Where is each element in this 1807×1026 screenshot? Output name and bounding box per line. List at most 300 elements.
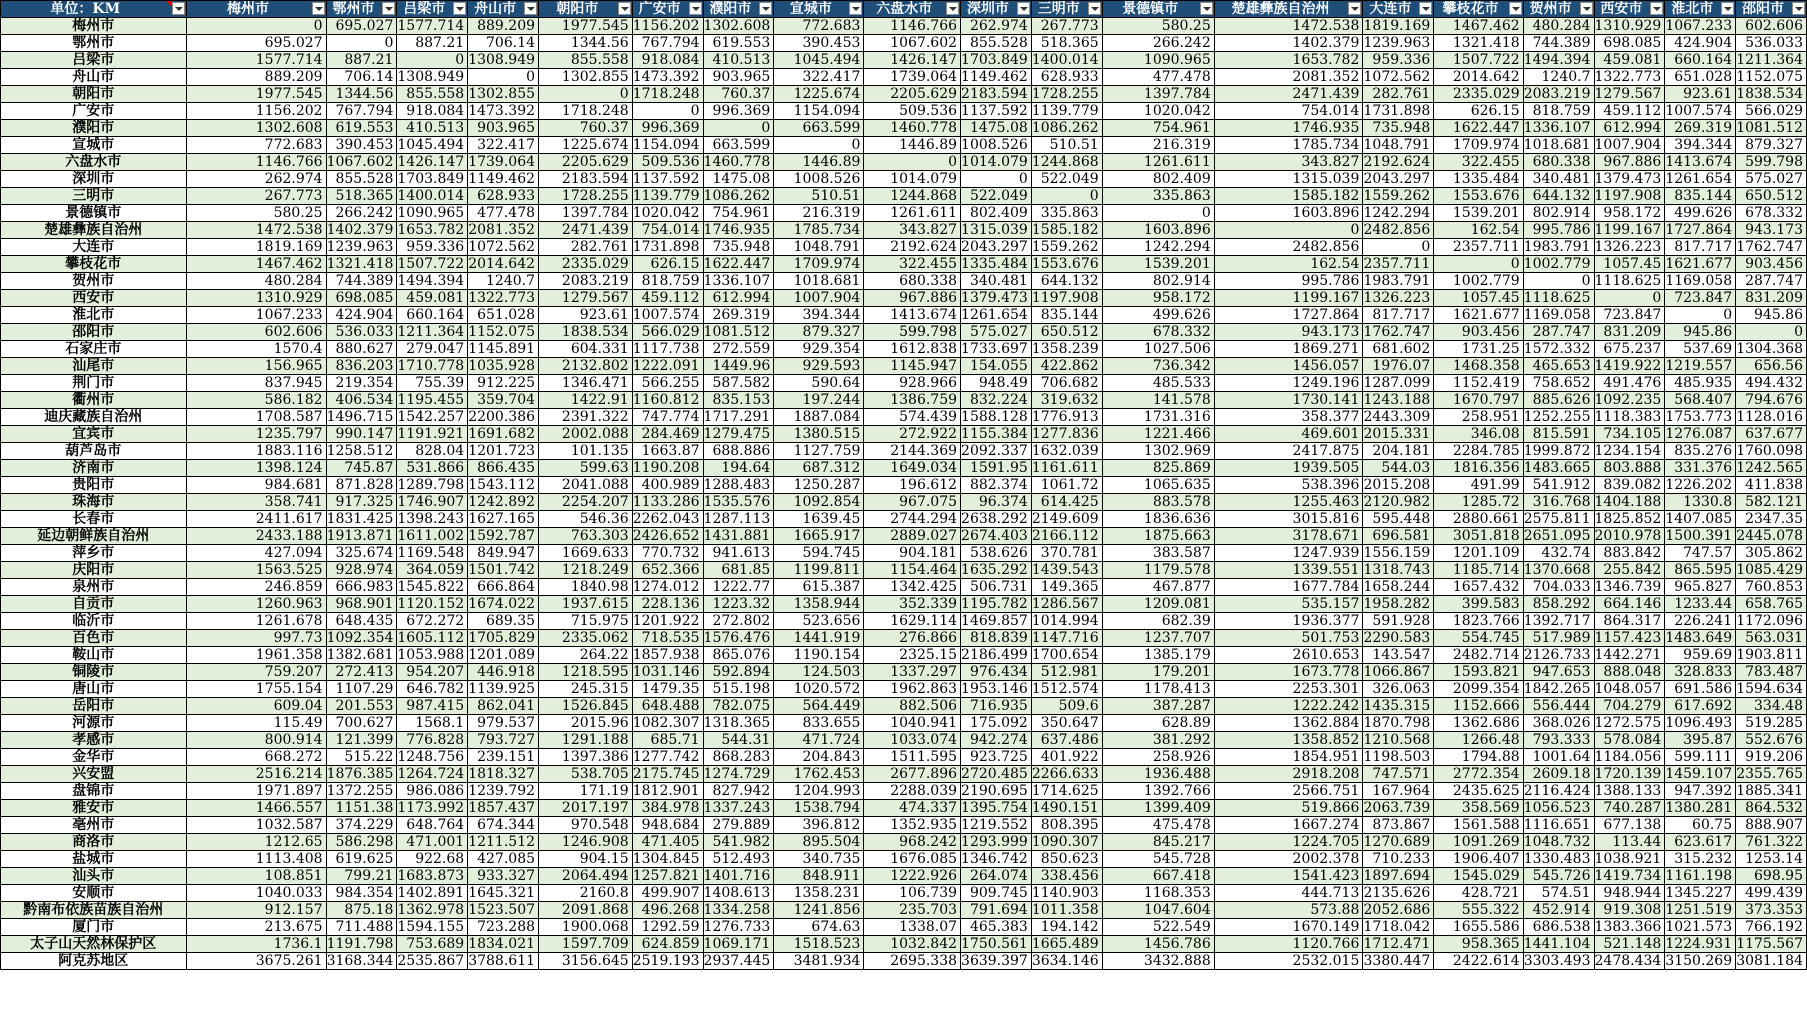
distance-cell[interactable]: 1398.124 bbox=[186, 460, 326, 477]
distance-cell[interactable]: 619.625 bbox=[326, 851, 397, 868]
distance-cell[interactable]: 1392.766 bbox=[1102, 783, 1214, 800]
distance-cell[interactable]: 734.105 bbox=[1594, 426, 1665, 443]
distance-cell[interactable]: 855.528 bbox=[326, 171, 397, 188]
distance-cell[interactable]: 1069.171 bbox=[703, 936, 774, 953]
distance-cell[interactable]: 1705.829 bbox=[468, 630, 539, 647]
distance-cell[interactable]: 1622.447 bbox=[1434, 120, 1523, 137]
distance-cell[interactable]: 580.25 bbox=[186, 205, 326, 222]
distance-cell[interactable]: 2435.625 bbox=[1434, 783, 1523, 800]
distance-cell[interactable]: 171.19 bbox=[539, 783, 633, 800]
distance-cell[interactable]: 1501.742 bbox=[468, 562, 539, 579]
distance-cell[interactable]: 2002.378 bbox=[1214, 851, 1363, 868]
distance-cell[interactable]: 888.907 bbox=[1736, 817, 1807, 834]
distance-cell[interactable]: 1838.534 bbox=[1736, 86, 1807, 103]
distance-cell[interactable]: 1253.14 bbox=[1736, 851, 1807, 868]
distance-cell[interactable]: 266.242 bbox=[326, 205, 397, 222]
distance-cell[interactable]: 1292.59 bbox=[632, 919, 703, 936]
distance-cell[interactable]: 204.181 bbox=[1363, 443, 1434, 460]
row-header-cell[interactable]: 盘锦市 bbox=[1, 783, 187, 800]
distance-cell[interactable]: 1065.635 bbox=[1102, 477, 1214, 494]
distance-cell[interactable]: 469.601 bbox=[1214, 426, 1363, 443]
distance-cell[interactable]: 266.242 bbox=[1102, 35, 1214, 52]
distance-cell[interactable]: 269.319 bbox=[1665, 120, 1736, 137]
distance-cell[interactable]: 1568.1 bbox=[397, 715, 468, 732]
distance-cell[interactable]: 658.765 bbox=[1736, 596, 1807, 613]
distance-cell[interactable]: 1559.262 bbox=[1363, 188, 1434, 205]
distance-cell[interactable]: 1442.271 bbox=[1594, 647, 1665, 664]
distance-cell[interactable]: 855.528 bbox=[961, 35, 1032, 52]
distance-cell[interactable]: 1658.244 bbox=[1363, 579, 1434, 596]
distance-cell[interactable]: 262.974 bbox=[961, 18, 1032, 35]
distance-cell[interactable]: 401.922 bbox=[1031, 749, 1102, 766]
distance-cell[interactable]: 1362.884 bbox=[1214, 715, 1363, 732]
distance-cell[interactable]: 491.476 bbox=[1594, 375, 1665, 392]
distance-cell[interactable]: 226.241 bbox=[1665, 613, 1736, 630]
distance-cell[interactable]: 928.974 bbox=[326, 562, 397, 579]
distance-cell[interactable]: 501.753 bbox=[1214, 630, 1363, 647]
distance-cell[interactable]: 1383.366 bbox=[1594, 919, 1665, 936]
distance-cell[interactable]: 1308.949 bbox=[468, 52, 539, 69]
distance-cell[interactable]: 1456.057 bbox=[1214, 358, 1363, 375]
distance-cell[interactable]: 258.926 bbox=[1102, 749, 1214, 766]
distance-cell[interactable]: 1179.578 bbox=[1102, 562, 1214, 579]
distance-cell[interactable]: 1869.271 bbox=[1214, 341, 1363, 358]
distance-cell[interactable]: 1362.686 bbox=[1434, 715, 1523, 732]
row-header-cell[interactable]: 自贡市 bbox=[1, 596, 187, 613]
distance-cell[interactable]: 334.48 bbox=[1736, 698, 1807, 715]
distance-cell[interactable]: 1090.307 bbox=[1031, 834, 1102, 851]
distance-cell[interactable]: 651.028 bbox=[468, 307, 539, 324]
distance-cell[interactable]: 1198.503 bbox=[1363, 749, 1434, 766]
distance-cell[interactable]: 2200.386 bbox=[468, 409, 539, 426]
distance-cell[interactable]: 0 bbox=[1665, 307, 1736, 324]
row-header-cell[interactable]: 攀枝花市 bbox=[1, 256, 187, 273]
distance-cell[interactable]: 945.86 bbox=[1665, 324, 1736, 341]
distance-cell[interactable]: 566.029 bbox=[632, 324, 703, 341]
distance-cell[interactable]: 663.599 bbox=[774, 120, 864, 137]
distance-cell[interactable]: 1494.394 bbox=[1523, 52, 1594, 69]
distance-cell[interactable]: 1225.674 bbox=[539, 137, 633, 154]
distance-cell[interactable]: 1302.855 bbox=[468, 86, 539, 103]
distance-cell[interactable]: 1718.248 bbox=[539, 103, 633, 120]
distance-cell[interactable]: 1244.868 bbox=[864, 188, 961, 205]
distance-cell[interactable]: 678.332 bbox=[1102, 324, 1214, 341]
distance-cell[interactable]: 591.928 bbox=[1363, 613, 1434, 630]
distance-cell[interactable]: 541.982 bbox=[703, 834, 774, 851]
distance-cell[interactable]: 1184.056 bbox=[1594, 749, 1665, 766]
distance-cell[interactable]: 1887.084 bbox=[774, 409, 864, 426]
distance-cell[interactable]: 648.488 bbox=[632, 698, 703, 715]
distance-cell[interactable]: 545.726 bbox=[1523, 868, 1594, 885]
distance-cell[interactable]: 967.886 bbox=[864, 290, 961, 307]
distance-cell[interactable]: 1401.716 bbox=[703, 868, 774, 885]
distance-cell[interactable]: 1146.766 bbox=[186, 154, 326, 171]
distance-cell[interactable]: 1337.243 bbox=[703, 800, 774, 817]
distance-cell[interactable]: 204.843 bbox=[774, 749, 864, 766]
distance-cell[interactable]: 1014.994 bbox=[1031, 613, 1102, 630]
distance-cell[interactable]: 1913.871 bbox=[326, 528, 397, 545]
distance-cell[interactable]: 1007.574 bbox=[1665, 103, 1736, 120]
distance-cell[interactable]: 802.409 bbox=[1102, 171, 1214, 188]
column-header[interactable] bbox=[1523, 1, 1594, 18]
distance-cell[interactable]: 648.764 bbox=[397, 817, 468, 834]
distance-cell[interactable]: 1446.89 bbox=[774, 154, 864, 171]
distance-cell[interactable]: 167.964 bbox=[1363, 783, 1434, 800]
distance-cell[interactable]: 933.327 bbox=[468, 868, 539, 885]
distance-cell[interactable]: 1117.738 bbox=[632, 341, 703, 358]
distance-cell[interactable]: 3675.261 bbox=[186, 953, 326, 970]
distance-cell[interactable]: 1953.146 bbox=[961, 681, 1032, 698]
distance-cell[interactable]: 723.847 bbox=[1665, 290, 1736, 307]
distance-cell[interactable]: 1149.462 bbox=[468, 171, 539, 188]
distance-cell[interactable]: 1113.408 bbox=[186, 851, 326, 868]
distance-cell[interactable]: 522.049 bbox=[961, 188, 1032, 205]
distance-cell[interactable]: 1279.567 bbox=[1594, 86, 1665, 103]
distance-cell[interactable]: 201.553 bbox=[326, 698, 397, 715]
distance-cell[interactable]: 1422.91 bbox=[539, 392, 633, 409]
distance-cell[interactable]: 2205.629 bbox=[864, 86, 961, 103]
distance-cell[interactable]: 2254.207 bbox=[539, 494, 633, 511]
distance-cell[interactable]: 175.092 bbox=[961, 715, 1032, 732]
distance-cell[interactable]: 1038.921 bbox=[1594, 851, 1665, 868]
distance-cell[interactable]: 1086.262 bbox=[703, 188, 774, 205]
distance-cell[interactable]: 2610.653 bbox=[1214, 647, 1363, 664]
distance-cell[interactable]: 2535.867 bbox=[397, 953, 468, 970]
distance-cell[interactable]: 710.233 bbox=[1363, 851, 1434, 868]
distance-cell[interactable]: 1342.425 bbox=[864, 579, 961, 596]
distance-cell[interactable]: 2290.583 bbox=[1363, 630, 1434, 647]
distance-cell[interactable]: 688.886 bbox=[703, 443, 774, 460]
distance-cell[interactable]: 1397.784 bbox=[539, 205, 633, 222]
distance-cell[interactable]: 1178.413 bbox=[1102, 681, 1214, 698]
distance-cell[interactable]: 1605.112 bbox=[397, 630, 468, 647]
distance-cell[interactable]: 995.786 bbox=[1214, 273, 1363, 290]
distance-cell[interactable]: 660.164 bbox=[1665, 52, 1736, 69]
distance-cell[interactable]: 1149.462 bbox=[961, 69, 1032, 86]
distance-cell[interactable]: 1906.407 bbox=[1434, 851, 1523, 868]
column-header[interactable] bbox=[1102, 1, 1214, 18]
distance-cell[interactable]: 1081.512 bbox=[1736, 120, 1807, 137]
distance-cell[interactable]: 1118.625 bbox=[1594, 273, 1665, 290]
distance-cell[interactable]: 2015.208 bbox=[1363, 477, 1434, 494]
distance-cell[interactable]: 255.842 bbox=[1594, 562, 1665, 579]
filter-dropdown-icon[interactable] bbox=[1200, 2, 1213, 15]
distance-cell[interactable]: 849.947 bbox=[468, 545, 539, 562]
distance-cell[interactable]: 984.681 bbox=[186, 477, 326, 494]
distance-cell[interactable]: 519.866 bbox=[1214, 800, 1363, 817]
distance-cell[interactable]: 194.64 bbox=[703, 460, 774, 477]
distance-cell[interactable]: 1242.892 bbox=[468, 494, 539, 511]
distance-cell[interactable]: 943.173 bbox=[1214, 324, 1363, 341]
distance-cell[interactable]: 154.055 bbox=[961, 358, 1032, 375]
distance-cell[interactable]: 695.027 bbox=[186, 35, 326, 52]
distance-cell[interactable]: 1836.636 bbox=[1102, 511, 1214, 528]
distance-cell[interactable]: 754.014 bbox=[632, 222, 703, 239]
distance-cell[interactable]: 802.914 bbox=[1523, 205, 1594, 222]
distance-cell[interactable]: 592.894 bbox=[703, 664, 774, 681]
distance-cell[interactable]: 3081.184 bbox=[1736, 953, 1807, 970]
distance-cell[interactable]: 1321.418 bbox=[326, 256, 397, 273]
distance-cell[interactable]: 652.366 bbox=[632, 562, 703, 579]
distance-cell[interactable]: 509.536 bbox=[632, 154, 703, 171]
distance-cell[interactable]: 883.842 bbox=[1594, 545, 1665, 562]
distance-cell[interactable]: 2532.015 bbox=[1214, 953, 1363, 970]
distance-cell[interactable]: 459.112 bbox=[1594, 103, 1665, 120]
distance-cell[interactable]: 2720.485 bbox=[961, 766, 1032, 783]
distance-cell[interactable]: 912.225 bbox=[468, 375, 539, 392]
distance-cell[interactable]: 1152.666 bbox=[1434, 698, 1523, 715]
distance-cell[interactable]: 1304.368 bbox=[1736, 341, 1807, 358]
distance-cell[interactable]: 1161.611 bbox=[1031, 460, 1102, 477]
distance-cell[interactable]: 1512.574 bbox=[1031, 681, 1102, 698]
distance-cell[interactable]: 2471.439 bbox=[1214, 86, 1363, 103]
distance-cell[interactable]: 802.409 bbox=[961, 205, 1032, 222]
column-header[interactable] bbox=[397, 1, 468, 18]
distance-cell[interactable]: 1511.595 bbox=[864, 749, 961, 766]
distance-cell[interactable]: 387.287 bbox=[1102, 698, 1214, 715]
unit-header-cell[interactable] bbox=[1, 1, 187, 18]
distance-cell[interactable]: 1139.779 bbox=[1031, 103, 1102, 120]
row-header-cell[interactable]: 楚雄彝族自治州 bbox=[1, 222, 187, 239]
row-header-cell[interactable]: 阿克苏地区 bbox=[1, 953, 187, 970]
distance-cell[interactable]: 282.761 bbox=[539, 239, 633, 256]
distance-cell[interactable]: 381.292 bbox=[1102, 732, 1214, 749]
distance-cell[interactable]: 566.029 bbox=[1736, 103, 1807, 120]
row-header-cell[interactable]: 庆阳市 bbox=[1, 562, 187, 579]
distance-cell[interactable]: 2092.337 bbox=[961, 443, 1032, 460]
distance-cell[interactable]: 1199.811 bbox=[774, 562, 864, 579]
distance-cell[interactable]: 2918.208 bbox=[1214, 766, 1363, 783]
distance-cell[interactable]: 1397.784 bbox=[1102, 86, 1214, 103]
distance-cell[interactable]: 374.229 bbox=[326, 817, 397, 834]
distance-cell[interactable]: 1007.904 bbox=[774, 290, 864, 307]
row-header-cell[interactable]: 深圳市 bbox=[1, 171, 187, 188]
row-header-cell[interactable]: 三明市 bbox=[1, 188, 187, 205]
distance-cell[interactable]: 1983.791 bbox=[1363, 273, 1434, 290]
distance-cell[interactable]: 835.144 bbox=[1031, 307, 1102, 324]
distance-cell[interactable]: 1031.146 bbox=[632, 664, 703, 681]
distance-cell[interactable]: 0 bbox=[1594, 290, 1665, 307]
distance-cell[interactable]: 1169.548 bbox=[397, 545, 468, 562]
distance-cell[interactable]: 1739.064 bbox=[864, 69, 961, 86]
distance-cell[interactable]: 882.374 bbox=[961, 477, 1032, 494]
distance-cell[interactable]: 1395.754 bbox=[961, 800, 1032, 817]
distance-cell[interactable]: 628.89 bbox=[1102, 715, 1214, 732]
distance-cell[interactable]: 681.602 bbox=[1363, 341, 1434, 358]
distance-cell[interactable]: 871.828 bbox=[326, 477, 397, 494]
distance-cell[interactable]: 1209.081 bbox=[1102, 596, 1214, 613]
distance-cell[interactable]: 706.682 bbox=[1031, 375, 1102, 392]
distance-cell[interactable]: 2357.711 bbox=[1434, 239, 1523, 256]
distance-cell[interactable]: 1352.935 bbox=[864, 817, 961, 834]
distance-cell[interactable]: 923.725 bbox=[961, 749, 1032, 766]
distance-cell[interactable]: 573.88 bbox=[1214, 902, 1363, 919]
distance-cell[interactable]: 1211.364 bbox=[1736, 52, 1807, 69]
distance-cell[interactable]: 1120.152 bbox=[397, 596, 468, 613]
distance-cell[interactable]: 554.745 bbox=[1434, 630, 1523, 647]
distance-cell[interactable]: 1459.107 bbox=[1665, 766, 1736, 783]
distance-cell[interactable]: 979.537 bbox=[468, 715, 539, 732]
distance-cell[interactable]: 1127.759 bbox=[774, 443, 864, 460]
distance-cell[interactable]: 1168.353 bbox=[1102, 885, 1214, 902]
distance-cell[interactable]: 1154.094 bbox=[632, 137, 703, 154]
distance-cell[interactable]: 510.51 bbox=[1031, 137, 1102, 154]
distance-cell[interactable]: 698.95 bbox=[1736, 868, 1807, 885]
distance-cell[interactable]: 602.606 bbox=[186, 324, 326, 341]
distance-cell[interactable]: 1225.674 bbox=[774, 86, 864, 103]
distance-cell[interactable]: 1358.852 bbox=[1214, 732, 1363, 749]
distance-cell[interactable]: 432.74 bbox=[1523, 545, 1594, 562]
distance-cell[interactable]: 1175.567 bbox=[1736, 936, 1807, 953]
distance-cell[interactable]: 888.048 bbox=[1594, 664, 1665, 681]
distance-cell[interactable]: 546.36 bbox=[539, 511, 633, 528]
distance-cell[interactable]: 1240.7 bbox=[468, 273, 539, 290]
distance-cell[interactable]: 1900.068 bbox=[539, 919, 633, 936]
distance-cell[interactable]: 287.747 bbox=[1736, 273, 1807, 290]
distance-cell[interactable]: 1251.519 bbox=[1665, 902, 1736, 919]
distance-cell[interactable]: 2482.856 bbox=[1214, 239, 1363, 256]
distance-cell[interactable]: 2014.642 bbox=[468, 256, 539, 273]
distance-cell[interactable]: 496.268 bbox=[632, 902, 703, 919]
distance-cell[interactable]: 124.503 bbox=[774, 664, 864, 681]
distance-cell[interactable]: 522.549 bbox=[1102, 919, 1214, 936]
distance-cell[interactable]: 517.989 bbox=[1523, 630, 1594, 647]
distance-cell[interactable]: 216.319 bbox=[774, 205, 864, 222]
row-header-cell[interactable]: 鄂州市 bbox=[1, 35, 187, 52]
distance-cell[interactable]: 1014.079 bbox=[864, 171, 961, 188]
filter-dropdown-icon[interactable] bbox=[453, 2, 466, 15]
distance-cell[interactable]: 162.54 bbox=[1434, 222, 1523, 239]
distance-cell[interactable]: 2677.896 bbox=[864, 766, 961, 783]
distance-cell[interactable]: 835.276 bbox=[1665, 443, 1736, 460]
row-header-cell[interactable]: 长春市 bbox=[1, 511, 187, 528]
distance-cell[interactable]: 1603.896 bbox=[1102, 222, 1214, 239]
distance-cell[interactable]: 1081.512 bbox=[703, 324, 774, 341]
distance-cell[interactable]: 1234.154 bbox=[1594, 443, 1665, 460]
filter-dropdown-icon[interactable] bbox=[1348, 2, 1361, 15]
distance-cell[interactable]: 1397.386 bbox=[539, 749, 633, 766]
distance-cell[interactable]: 1057.45 bbox=[1434, 290, 1523, 307]
row-header-cell[interactable]: 广安市 bbox=[1, 103, 187, 120]
distance-cell[interactable]: 747.57 bbox=[1665, 545, 1736, 562]
distance-cell[interactable]: 1008.526 bbox=[774, 171, 864, 188]
distance-cell[interactable]: 612.994 bbox=[703, 290, 774, 307]
distance-cell[interactable]: 1330.8 bbox=[1665, 494, 1736, 511]
row-header-cell[interactable]: 吕梁市 bbox=[1, 52, 187, 69]
distance-cell[interactable]: 106.739 bbox=[864, 885, 961, 902]
distance-cell[interactable]: 677.138 bbox=[1594, 817, 1665, 834]
row-header-cell[interactable]: 西安市 bbox=[1, 290, 187, 307]
distance-cell[interactable]: 879.327 bbox=[1736, 137, 1807, 154]
distance-cell[interactable]: 262.974 bbox=[186, 171, 326, 188]
distance-cell[interactable]: 1197.908 bbox=[1031, 290, 1102, 307]
distance-cell[interactable]: 1195.782 bbox=[961, 596, 1032, 613]
distance-cell[interactable]: 1653.782 bbox=[397, 222, 468, 239]
distance-cell[interactable]: 1977.545 bbox=[539, 18, 633, 35]
distance-cell[interactable]: 2166.112 bbox=[1031, 528, 1102, 545]
distance-cell[interactable]: 1976.07 bbox=[1363, 358, 1434, 375]
distance-cell[interactable]: 1091.269 bbox=[1434, 834, 1523, 851]
distance-cell[interactable]: 1242.294 bbox=[1363, 205, 1434, 222]
distance-cell[interactable]: 3380.447 bbox=[1363, 953, 1434, 970]
distance-cell[interactable]: 1156.202 bbox=[186, 103, 326, 120]
distance-cell[interactable]: 1020.572 bbox=[774, 681, 864, 698]
distance-cell[interactable]: 1611.002 bbox=[397, 528, 468, 545]
distance-cell[interactable]: 1475.08 bbox=[961, 120, 1032, 137]
row-header-cell[interactable]: 百色市 bbox=[1, 630, 187, 647]
distance-cell[interactable]: 2347.35 bbox=[1736, 511, 1807, 528]
distance-cell[interactable]: 831.209 bbox=[1736, 290, 1807, 307]
distance-cell[interactable]: 1472.538 bbox=[186, 222, 326, 239]
distance-cell[interactable]: 1553.676 bbox=[1434, 188, 1523, 205]
distance-cell[interactable]: 594.745 bbox=[774, 545, 864, 562]
distance-cell[interactable]: 1326.223 bbox=[1363, 290, 1434, 307]
row-header-cell[interactable]: 汕尾市 bbox=[1, 358, 187, 375]
distance-cell[interactable]: 1362.978 bbox=[397, 902, 468, 919]
distance-cell[interactable]: 918.084 bbox=[632, 52, 703, 69]
distance-cell[interactable]: 1854.951 bbox=[1214, 749, 1363, 766]
distance-cell[interactable]: 1264.724 bbox=[397, 766, 468, 783]
distance-cell[interactable]: 471.724 bbox=[774, 732, 864, 749]
distance-cell[interactable]: 959.69 bbox=[1665, 647, 1736, 664]
distance-cell[interactable]: 1067.602 bbox=[864, 35, 961, 52]
distance-cell[interactable]: 1139.779 bbox=[632, 188, 703, 205]
distance-cell[interactable]: 782.075 bbox=[703, 698, 774, 715]
distance-cell[interactable]: 1572.332 bbox=[1523, 341, 1594, 358]
distance-cell[interactable]: 2575.811 bbox=[1523, 511, 1594, 528]
distance-cell[interactable]: 1197.908 bbox=[1594, 188, 1665, 205]
distance-cell[interactable]: 383.587 bbox=[1102, 545, 1214, 562]
distance-cell[interactable]: 563.031 bbox=[1736, 630, 1807, 647]
distance-cell[interactable]: 1526.845 bbox=[539, 698, 633, 715]
distance-cell[interactable]: 1169.058 bbox=[1523, 307, 1594, 324]
distance-cell[interactable]: 793.727 bbox=[468, 732, 539, 749]
column-header[interactable] bbox=[1665, 1, 1736, 18]
distance-cell[interactable]: 406.534 bbox=[326, 392, 397, 409]
distance-cell[interactable]: 839.082 bbox=[1594, 477, 1665, 494]
distance-cell[interactable]: 522.049 bbox=[1031, 171, 1102, 188]
distance-cell[interactable]: 1507.722 bbox=[397, 256, 468, 273]
distance-cell[interactable]: 1419.734 bbox=[1594, 868, 1665, 885]
row-header-cell[interactable]: 萍乡市 bbox=[1, 545, 187, 562]
row-header-cell[interactable]: 宣城市 bbox=[1, 137, 187, 154]
distance-cell[interactable]: 239.151 bbox=[468, 749, 539, 766]
distance-cell[interactable]: 1708.587 bbox=[186, 409, 326, 426]
distance-cell[interactable]: 390.453 bbox=[774, 35, 864, 52]
distance-cell[interactable]: 509.6 bbox=[1031, 698, 1102, 715]
distance-cell[interactable]: 2160.8 bbox=[539, 885, 633, 902]
row-header-cell[interactable]: 梅州市 bbox=[1, 18, 187, 35]
distance-cell[interactable]: 723.847 bbox=[1594, 307, 1665, 324]
distance-cell[interactable]: 2889.027 bbox=[864, 528, 961, 545]
distance-cell[interactable]: 1310.929 bbox=[1594, 18, 1665, 35]
distance-cell[interactable]: 1670.149 bbox=[1214, 919, 1363, 936]
distance-cell[interactable]: 1402.891 bbox=[397, 885, 468, 902]
distance-cell[interactable]: 735.948 bbox=[703, 239, 774, 256]
row-header-cell[interactable]: 石家庄市 bbox=[1, 341, 187, 358]
distance-cell[interactable]: 1072.562 bbox=[468, 239, 539, 256]
distance-cell[interactable]: 364.059 bbox=[397, 562, 468, 579]
distance-cell[interactable]: 582.121 bbox=[1736, 494, 1807, 511]
distance-cell[interactable]: 923.61 bbox=[539, 307, 633, 324]
distance-cell[interactable]: 1612.838 bbox=[864, 341, 961, 358]
distance-cell[interactable]: 96.374 bbox=[961, 494, 1032, 511]
distance-cell[interactable]: 760.37 bbox=[539, 120, 633, 137]
distance-cell[interactable]: 1072.562 bbox=[1363, 69, 1434, 86]
distance-cell[interactable]: 711.488 bbox=[326, 919, 397, 936]
distance-cell[interactable]: 1703.849 bbox=[397, 171, 468, 188]
distance-cell[interactable]: 1939.505 bbox=[1214, 460, 1363, 477]
